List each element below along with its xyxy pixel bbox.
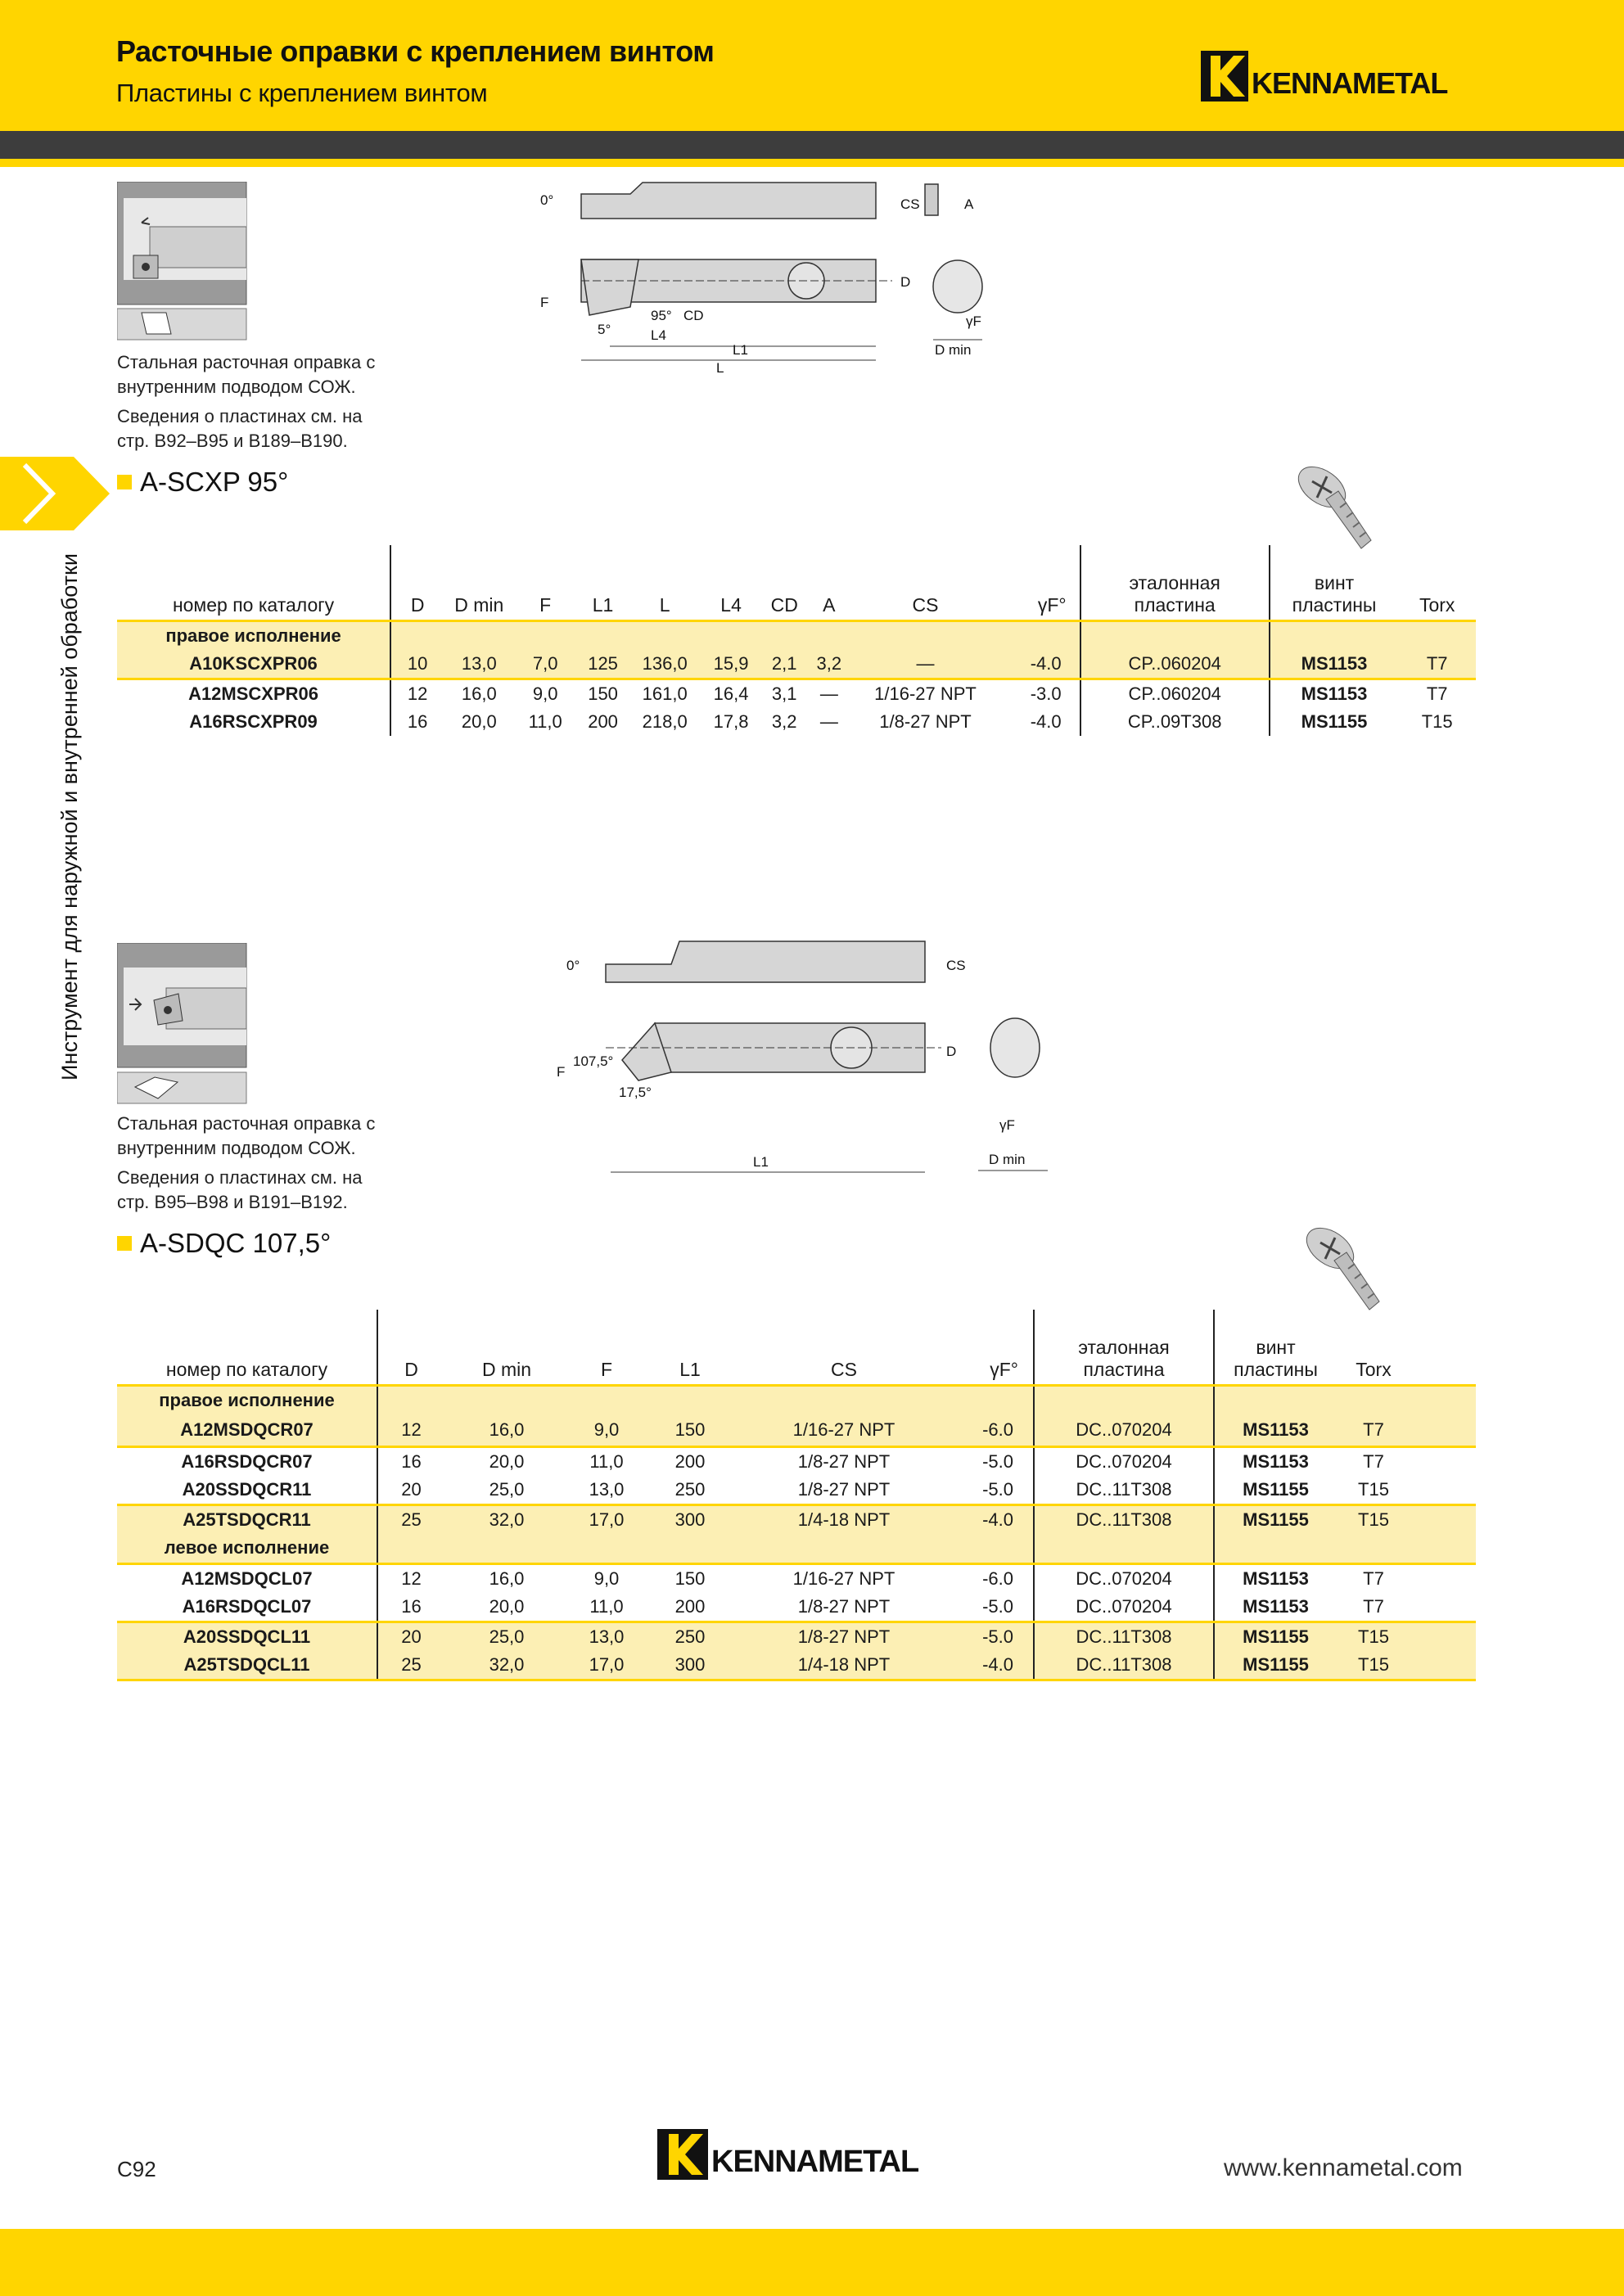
table-row[interactable] [117,1414,1476,1447]
section1-caption-a [117,350,375,399]
section2-caption-a [117,1112,375,1161]
caption-line: Сведения о пластинах см. на [117,1167,363,1188]
cell: T7 [1337,1563,1410,1593]
cell: 10 [390,650,444,679]
cell: 300 [644,1651,736,1680]
dim-label: D [900,274,911,290]
dim-label: 0° [540,192,554,208]
cell: -4.0 [952,1505,1034,1535]
cell: MS1153 [1270,650,1399,679]
cell: 125 [576,650,629,679]
spec-table-2 [117,1310,1476,1681]
cell: 25,0 [489,1479,525,1500]
cell: 16 [377,1593,444,1622]
dim-label: γF [966,314,981,329]
screw-icon [1297,1220,1396,1318]
dim-label: F [557,1064,566,1080]
cell: 20,0 [444,1447,569,1477]
cell: MS1153 [1214,1447,1337,1477]
cell: MS1153 [1214,1593,1337,1622]
table-row[interactable] [117,1651,1476,1680]
cell: 12 [390,679,444,708]
caption-line: внутренним подводом СОЖ. [117,1138,356,1158]
col-header: Torx [1398,545,1476,620]
yellow-square-icon [117,1236,132,1251]
cell: MS1155 [1270,708,1399,736]
website-link[interactable]: www.kennametal.com [1224,2154,1463,2181]
cell: — [807,679,852,708]
dim-label: CS [900,196,920,212]
cell: 12 [377,1563,444,1593]
dim-label: L1 [753,1154,769,1170]
col-header [1034,1310,1214,1385]
cell: 11,0 [589,1595,624,1617]
logo-wordmark: KENNAMETAL [711,2144,919,2179]
k-logo-icon [1201,51,1248,101]
catalog-number: A20SSDQCL11 [117,1622,377,1651]
cell: 3,1 [762,679,807,708]
catalog-number: A25TSDQCL11 [117,1651,377,1680]
group-row [117,1534,1476,1563]
header-line: пластины [1292,593,1377,616]
cell: 16,0 [444,1563,569,1593]
cell: -5.0 [952,1447,1034,1477]
kennametal-logo[interactable] [1201,51,1447,101]
cell: 17,8 [713,710,749,732]
header-gray-bar [0,131,1624,159]
col-header: L1 [644,1310,736,1385]
header-line: эталонная [1129,571,1220,593]
section2-caption-b [117,1166,363,1215]
catalog-number: A12MSCXPR06 [117,679,390,708]
group-row [117,1385,1476,1414]
col-header: γF° [952,1310,1034,1385]
dim-label: L [716,360,724,376]
cell: T15 [1358,1479,1389,1500]
cell: -5.0 [952,1622,1034,1651]
cell: 250 [644,1622,736,1651]
cell: MS1155 [1214,1622,1337,1651]
cell: DC..070204 [1034,1563,1214,1593]
dim-label: CS [946,958,966,973]
catalog-number: A12MSDQCR07 [117,1414,377,1447]
table-row[interactable] [117,1593,1476,1622]
section-title-text: A-SDQC 107,5° [140,1228,332,1258]
col-header: F [514,545,576,620]
cell: 15,9 [700,650,762,679]
dim-label: 0° [566,958,580,973]
cell: 32,0 [444,1651,569,1680]
cell: 9,0 [569,1414,644,1447]
cell: 1/4-18 NPT [736,1651,952,1680]
cell: -6.0 [952,1563,1034,1593]
cell: MS1153 [1214,1414,1337,1447]
dim-label: L1 [733,342,748,358]
header-line: пластина [1083,1358,1165,1380]
cell: 136,0 [629,650,700,679]
cell: 16,0 [444,679,514,708]
col-header: L [629,545,700,620]
dim-label: D min [935,342,972,358]
cell: -4.0 [952,1651,1034,1680]
cell: — [819,710,838,732]
cell: 200 [588,710,618,732]
cell: DC..11T308 [1034,1622,1214,1651]
cell: -4.0 [1030,710,1062,732]
catalog-number: A25TSDQCR11 [117,1505,377,1535]
cell: T7 [1337,1447,1410,1477]
section1-caption-b [117,404,363,453]
cell: -5.0 [982,1479,1013,1500]
col-header: γF° [999,545,1080,620]
cell: 20,0 [489,1595,525,1617]
dim-label: D [946,1044,957,1059]
boring-bar-photo-1 [117,182,248,345]
cell: 150 [644,1563,736,1593]
cell: DC..070204 [1034,1593,1214,1622]
technical-drawing-1 [532,176,1007,389]
cell: 150 [576,679,629,708]
cell: 9,0 [514,679,576,708]
col-header: D min [444,1310,569,1385]
cell: 1/4-18 NPT [736,1505,952,1535]
cell: 218,0 [642,710,688,732]
cell: 1/16-27 NPT [736,1414,952,1447]
cell: 300 [644,1505,736,1535]
cell: 1/16-27 NPT [851,679,999,708]
cell: 25 [377,1651,444,1680]
cell: CP..09T308 [1080,708,1270,736]
dim-label: 107,5° [573,1053,614,1069]
catalog-number: A16RSCXPR09 [189,710,318,732]
table-row[interactable] [117,708,1476,736]
header-line: пластины [1234,1358,1318,1380]
col-header: Torx [1337,1310,1410,1385]
dim-label: F [540,295,549,310]
header-yellow-line [0,159,1624,167]
table-row[interactable] [117,1447,1476,1477]
side-arrow-icon [0,457,115,530]
header-line: пластина [1134,593,1216,616]
cell: MS1155 [1214,1476,1337,1505]
logo-wordmark: KENNAMETAL [1252,66,1448,100]
header-line: эталонная [1078,1336,1170,1358]
cell: 13,0 [589,1479,625,1500]
boring-bar-photo-2 [117,943,248,1107]
section-title-text: A-SCXP 95° [140,467,289,497]
cell: DC..11T308 [1034,1651,1214,1680]
dim-label: CD [683,308,704,323]
footer-logo[interactable] [657,2129,918,2180]
group-row [117,620,1476,650]
page-title: Расточные оправки с креплением винтом [116,34,715,68]
cell: CP..060204 [1080,679,1270,708]
cell: 16 [390,708,444,736]
cell: MS1153 [1270,679,1399,708]
col-header: L1 [576,545,629,620]
cell: -4.0 [999,650,1080,679]
col-header: номер по каталогу [117,545,390,620]
dim-label: A [964,196,974,212]
table-row[interactable] [117,1505,1476,1535]
cell: 25,0 [444,1622,569,1651]
cell: 1/16-27 NPT [736,1563,952,1593]
caption-line: внутренним подводом СОЖ. [117,377,356,397]
cell: 1/8-27 NPT [879,710,972,732]
side-tab-label: Инструмент для наружной и внутренней обработки [57,553,82,1080]
cell: 3,2 [771,710,797,732]
col-header: F [569,1310,644,1385]
catalog-number: A12MSDQCL07 [117,1563,377,1593]
dim-label: L4 [651,327,666,343]
table-row[interactable] [117,650,1476,679]
header-line: винт [1256,1336,1296,1358]
col-header: номер по каталогу [117,1310,377,1385]
cell: 200 [674,1595,706,1617]
caption-line: Сведения о пластинах см. на [117,406,363,426]
cell: 200 [644,1447,736,1477]
cell: DC..070204 [1034,1414,1214,1447]
cell: T15 [1421,710,1453,732]
cell: 11,0 [569,1447,644,1477]
cell: T15 [1337,1651,1410,1680]
screw-icon [1289,458,1387,557]
col-header: L4 [700,545,762,620]
caption-line: Стальная расточная оправка с [117,352,376,372]
dim-label: γF [999,1117,1015,1133]
cell: MS1153 [1214,1563,1337,1593]
table-row[interactable] [117,1622,1476,1651]
table-row[interactable] [117,1563,1476,1593]
cell: 17,0 [569,1651,644,1680]
cell: DC..11T308 [1034,1505,1214,1535]
cell: 20,0 [461,710,497,732]
catalog-number: A16RSDQCL07 [182,1595,312,1617]
dim-label: 95° [651,308,672,323]
cell: 17,0 [569,1505,644,1535]
cell: 2,1 [762,650,807,679]
cell: -5.0 [982,1595,1013,1617]
caption-line: Стальная расточная оправка с [117,1113,376,1134]
cell: — [851,650,999,679]
table-row[interactable] [117,1476,1476,1505]
section1-title [117,467,288,498]
catalog-number: A16RSDQCR07 [117,1447,377,1477]
cell: 161,0 [629,679,700,708]
cell: 16 [377,1447,444,1477]
cell: 1/8-27 NPT [797,1595,891,1617]
cell: 13,0 [444,650,514,679]
cell: 13,0 [569,1622,644,1651]
cell: 1/8-27 NPT [736,1447,952,1477]
catalog-number: A10KSCXPR06 [117,650,390,679]
cell: T7 [1398,679,1476,708]
cell: 20 [377,1476,444,1505]
cell: T7 [1337,1414,1410,1447]
technical-drawing-2 [557,933,1080,1179]
yellow-square-icon [117,475,132,489]
cell: 16,0 [444,1414,569,1447]
dim-label: D min [989,1152,1026,1167]
cell: 16,4 [700,679,762,708]
caption-line: стр. B95–B98 и B191–B192. [117,1192,348,1212]
group-label: левое исполнение [117,1534,377,1563]
catalog-number: A20SSDQCR11 [182,1479,312,1500]
col-header: D [377,1310,444,1385]
cell: 150 [644,1414,736,1447]
footer-band [0,2229,1624,2296]
cell: 7,0 [514,650,576,679]
cell: CP..060204 [1080,650,1270,679]
cell: -6.0 [952,1414,1034,1447]
col-header: D min [444,545,514,620]
cell: T15 [1337,1505,1410,1535]
col-header: D [390,545,444,620]
cell: T7 [1363,1595,1384,1617]
cell: 11,0 [528,710,562,732]
cell: -3.0 [999,679,1080,708]
col-header [1270,545,1399,620]
col-header: CD [762,545,807,620]
cell: 25 [377,1505,444,1535]
cell: 250 [674,1479,706,1500]
cell: T7 [1398,650,1476,679]
cell: 20 [377,1622,444,1651]
group-label: правое исполнение [117,620,390,650]
cell: DC..070204 [1034,1447,1214,1477]
header-line: винт [1314,571,1355,593]
page-subtitle: Пластины с креплением винтом [116,79,488,107]
cell: 9,0 [569,1563,644,1593]
col-header: CS [851,545,999,620]
spec-table-1 [117,545,1476,736]
table-row[interactable] [117,679,1476,708]
cell: 3,2 [807,650,852,679]
cell: 12 [377,1414,444,1447]
cell: MS1155 [1214,1505,1337,1535]
section2-title [117,1228,331,1259]
dim-label: 5° [598,322,611,337]
cell: 1/8-27 NPT [736,1622,952,1651]
col-header: CS [736,1310,952,1385]
cell: 32,0 [444,1505,569,1535]
cell: T15 [1337,1622,1410,1651]
cell: MS1155 [1214,1651,1337,1680]
col-header [1080,545,1270,620]
col-header: A [807,545,852,620]
caption-line: стр. B92–B95 и B189–B190. [117,431,348,451]
cell: 1/8-27 NPT [797,1479,891,1500]
page-number: C92 [117,2157,156,2181]
group-label: правое исполнение [117,1385,377,1414]
dim-label: 17,5° [619,1085,652,1100]
k-logo-icon [657,2129,708,2180]
cell: DC..11T308 [1034,1476,1214,1505]
col-header [1214,1310,1337,1385]
